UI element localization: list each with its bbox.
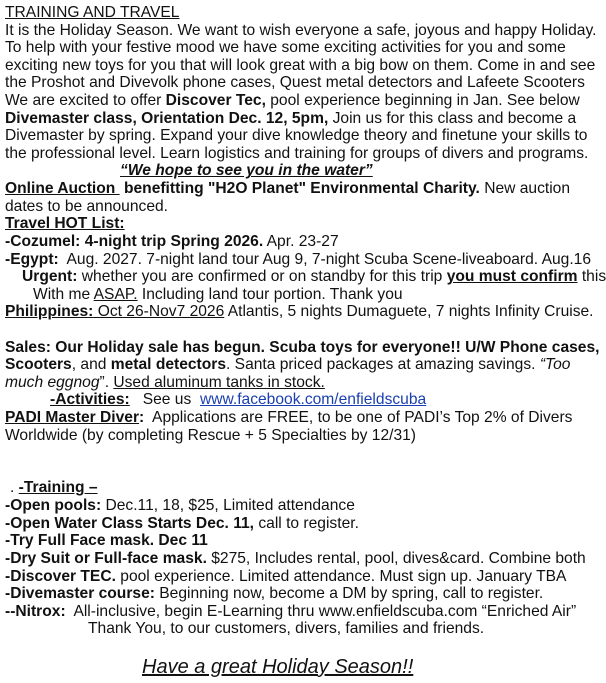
text-line (5, 620, 606, 638)
text-segment: With me (33, 285, 94, 303)
text-line (5, 603, 606, 621)
text-segment: this (577, 268, 606, 286)
text-segment: -Dry Suit or Full-face mask. (5, 549, 207, 567)
text-segment: All-inclusive, begin E-Learning thru www.enfieldscuba.com “Enriched Air” (65, 602, 577, 620)
text-segment: -Egypt: (5, 250, 59, 268)
text-segment: ASAP. (93, 285, 138, 303)
newsletter-body (5, 4, 606, 638)
text-segment: Used aluminum tanks in stock. (113, 373, 325, 391)
text-segment: exciting new toys for you that will look great with a big bow on them. Come in and see (5, 56, 596, 74)
text-segment: -Try Full Face mask. Dec 11 (5, 532, 208, 550)
text-segment: Join us for this class and become a (328, 109, 577, 127)
text-line (5, 251, 606, 269)
text-segment: : (139, 409, 145, 427)
text-segment: Thank You, to our customers, divers, families and friends. (88, 620, 485, 638)
text-segment: Sales: Our Holiday sale has begun. Scuba toys for everyone!! U/W Phone cases, (5, 338, 600, 356)
text-line (5, 427, 606, 445)
text-line (5, 145, 606, 163)
text-segment: See us (129, 391, 200, 409)
text-segment: Scooters (5, 356, 72, 374)
text-segment: Apr. 23-27 (263, 232, 339, 250)
text-segment: It is the Holiday Season. We want to wish everyone a safe, joyous and happy Holiday. (5, 21, 597, 39)
text-segment: benefitting "H2O Planet" Environmental Charity. (119, 180, 480, 198)
text-segment: Online Auction (5, 180, 120, 198)
text-line (5, 374, 606, 392)
text-segment: $275, Includes rental, pool, dives&card. Combine both (206, 549, 586, 567)
text-line (5, 515, 606, 533)
text-line (5, 57, 606, 75)
text-segment: Divemaster by spring. Expand your dive knowledge theory and finetune your skills to (5, 127, 588, 145)
text-segment: ”. (99, 373, 114, 391)
text-segment: TRAINING AND TRAVEL (5, 4, 180, 21)
text-segment: metal detectors (110, 356, 227, 374)
text-segment: New auction (479, 180, 571, 198)
text-line (5, 585, 606, 603)
text-segment: Travel HOT List: (5, 215, 125, 233)
text-segment: call to register. (254, 514, 359, 532)
text-line (5, 39, 606, 57)
text-segment: you must confirm (446, 268, 578, 286)
text-segment: Philippines: (5, 303, 94, 321)
blank-line (5, 462, 606, 480)
text-segment: . (10, 479, 19, 497)
text-line (5, 286, 606, 304)
text-line (5, 198, 606, 216)
text-segment: To help with your festive mood we have some exciting activities for you and some (5, 39, 566, 57)
text-segment: Aug. 2027. 7-night land tour Aug 9, 7-night Scuba Scene-liveaboard. Aug.16 (58, 250, 592, 268)
text-line (5, 497, 606, 515)
text-line (5, 268, 606, 286)
text-segment: -Activities: (50, 391, 130, 409)
text-segment: much eggnog (5, 373, 100, 391)
text-segment: dates to be announced. (5, 197, 169, 215)
text-line (5, 215, 606, 233)
text-line (5, 409, 606, 427)
text-segment: the Proshot and Divevolk phone cases, Quest metal detectors and Lafeete Scooters (5, 74, 585, 92)
text-line (5, 479, 606, 497)
text-line (5, 110, 606, 128)
text-segment: -Divemaster course: (5, 585, 155, 603)
text-line (5, 92, 606, 110)
facebook-link[interactable]: www.facebook.com/enfieldscuba (199, 391, 427, 409)
text-segment: PADI Master Diver (5, 409, 140, 427)
text-line (5, 233, 606, 251)
text-segment: Worldwide (by completing Rescue + 5 Specialties by 12/31) (5, 426, 416, 444)
text-line (5, 532, 606, 550)
text-segment: “We hope to see you in the water” (120, 162, 373, 180)
text-segment: “Too (539, 356, 571, 374)
text-line (5, 339, 606, 357)
text-segment: Divemaster class, Orientation Dec. 12, 5pm, (5, 109, 329, 127)
text-segment: Oct 26-Nov7 2026 (93, 303, 225, 321)
text-segment: We are excited to offer (5, 92, 166, 110)
text-segment: Discover Tec, (165, 92, 266, 110)
text-line (5, 568, 606, 586)
text-segment: whether you are confirmed or on standby for this trip (77, 268, 447, 286)
closing-message: Have a great Holiday Season!! (142, 656, 414, 678)
text-segment: Beginning now, become a DM by spring, call to register. (154, 585, 544, 603)
text-line (5, 127, 606, 145)
text-segment: Urgent: (22, 268, 78, 286)
blank-line (5, 321, 606, 339)
text-segment: -Discover TEC. (5, 567, 116, 585)
text-segment: -Open Water Class Starts Dec. 11, (5, 514, 255, 532)
text-line (5, 74, 606, 92)
text-segment: -Cozumel: 4-night trip Spring 2026. (5, 232, 264, 250)
text-segment: --Nitrox: (5, 602, 66, 620)
text-line (5, 22, 606, 40)
text-segment: Including land tour portion. Thank you (137, 285, 403, 303)
text-line (5, 356, 606, 374)
text-segment: , and (71, 356, 111, 374)
text-segment: . Santa priced packages at amazing savings. (226, 356, 540, 374)
text-line (5, 550, 606, 568)
text-line (5, 391, 606, 409)
text-segment: Dec.11, 18, $25, Limited attendance (101, 497, 355, 515)
text-segment: pool experience. Limited attendance. Must sign up. January TBA (115, 567, 567, 585)
text-segment: -Open pools: (5, 497, 102, 515)
text-line (5, 162, 606, 180)
text-segment: the professional level. Learn logistics and training for groups of divers and programs. (5, 144, 589, 162)
text-segment: pool experience beginning in Jan. See below (265, 92, 580, 110)
text-line (5, 4, 606, 22)
text-segment: Applications are FREE, to be one of PADI’s Top 2% of Divers (144, 409, 573, 427)
text-line (5, 303, 606, 321)
text-segment: -Training – (18, 479, 98, 497)
text-segment: Atlantis, 5 nights Dumaguete, 7 nights Infinity Cruise. (224, 303, 594, 321)
blank-line (5, 444, 606, 462)
text-line (5, 180, 606, 198)
